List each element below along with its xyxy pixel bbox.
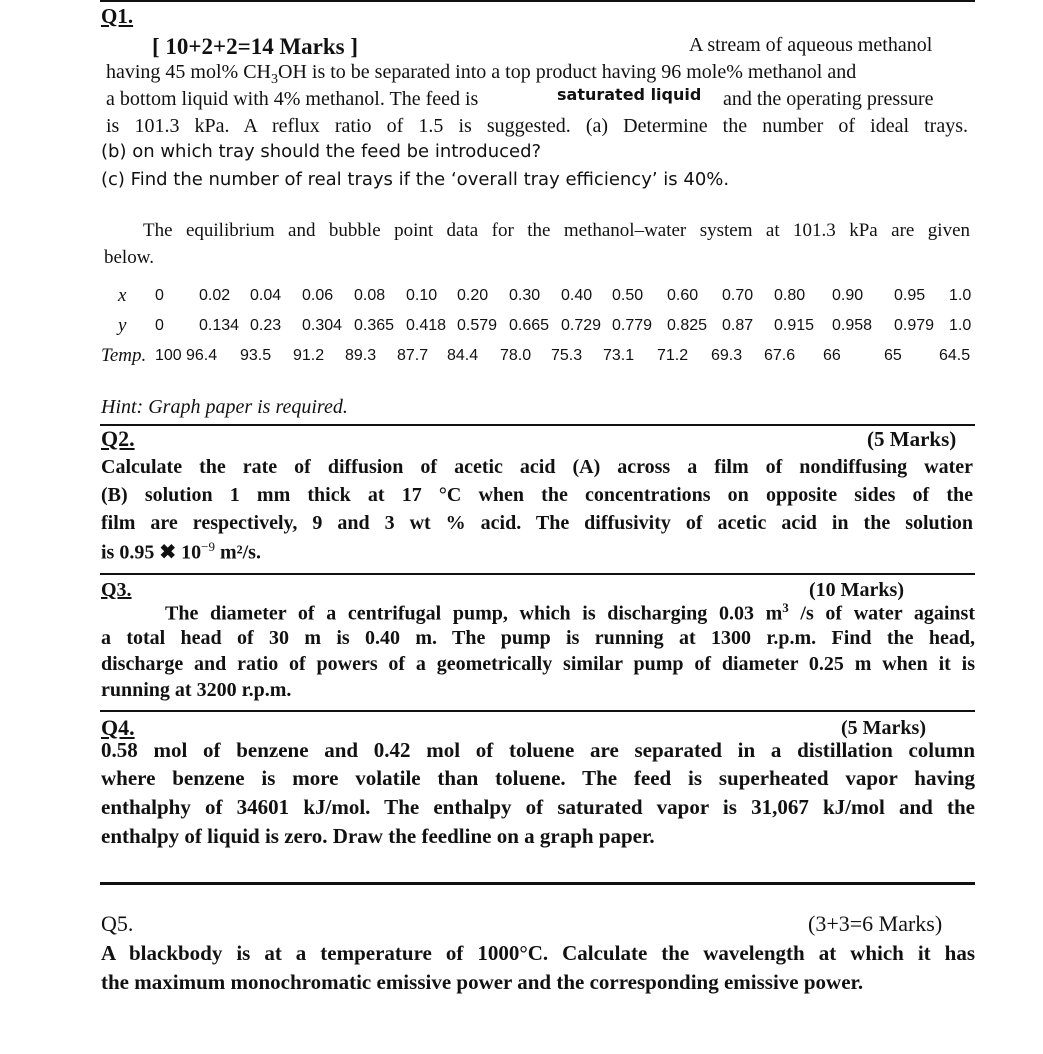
- table-cell: 0.02: [199, 287, 231, 304]
- divider-q5: [100, 882, 975, 885]
- table-label-y: y: [118, 315, 127, 336]
- table-cell: 0.04: [250, 287, 282, 304]
- q5-heading: Q5.: [101, 911, 134, 936]
- table-cell: 0.665: [509, 317, 550, 334]
- table-cell: 1.0: [949, 287, 972, 304]
- q5-line1: A blackbody is at a temperature of 1000°C. Calculate the wavelength at which it has: [101, 941, 975, 965]
- q2-line4-sup: −9: [201, 539, 215, 554]
- q2-line3: film are respectively, 9 and 3 wt % acid. The diffusivity of acetic acid in the solution: [101, 512, 973, 534]
- q1-line3-b: and the operating pressure: [723, 88, 934, 110]
- divider-q4: [100, 710, 975, 712]
- table-cell: 0.30: [509, 287, 541, 304]
- table-cell: 66: [823, 347, 841, 364]
- q2-heading: Q2.: [101, 426, 135, 451]
- table-cell: 93.5: [240, 347, 272, 364]
- q5-line2: the maximum monochromatic emissive power and the corresponding emissive power.: [101, 970, 864, 994]
- table-cell: 73.1: [603, 347, 635, 364]
- table-cell: 0.60: [667, 287, 699, 304]
- table-cell: 78.0: [500, 347, 532, 364]
- table-cell: 0.70: [722, 287, 754, 304]
- table-cell: 0: [155, 317, 164, 334]
- table-cell: 0.80: [774, 287, 806, 304]
- divider-q2: [100, 424, 975, 426]
- table-cell: 0.365: [354, 317, 395, 334]
- q3-line1-sup: 3: [782, 600, 789, 615]
- table-cell: 0.418: [406, 317, 447, 334]
- q2-line4-b: m²/s.: [214, 541, 261, 564]
- q3-line1-a: The diameter of a centrifugal pump, which is discharging 0.03 m: [165, 602, 783, 625]
- q3-line1: [165, 601, 975, 624]
- table-cell: 71.2: [657, 347, 689, 364]
- table-cell: 69.3: [711, 347, 743, 364]
- q3-marks: (10 Marks): [809, 579, 904, 601]
- table-cell: 0.10: [406, 287, 438, 304]
- table-cell: 75.3: [551, 347, 583, 364]
- q1-line6: (c) Find the number of real trays if the ‘overall tray efficiency’ is 40%.: [101, 169, 730, 190]
- table-cell: 0.915: [774, 317, 815, 334]
- q1-line5: (b) on which tray should the feed be introduced?: [101, 141, 542, 162]
- table-cell: 0.95: [894, 287, 926, 304]
- table-label-x: x: [118, 285, 127, 306]
- table-cell: 0.958: [832, 317, 873, 334]
- table-cell: 0.134: [199, 317, 240, 334]
- table-cell: 64.5: [939, 347, 971, 364]
- q4-line4: enthalpy of liquid is zero. Draw the feedline on a graph paper.: [101, 824, 655, 848]
- q3-line4: running at 3200 r.p.m.: [101, 679, 292, 701]
- q1-line4: is 101.3 kPa. A reflux ratio of 1.5 is suggested. (a) Determine the number of ideal trays.: [106, 115, 968, 137]
- q3-heading: Q3.: [101, 579, 132, 601]
- divider-top: [100, 0, 975, 2]
- q3-line1-b: /s of water against: [788, 602, 975, 625]
- q3-line2: a total head of 30 m is 0.40 m. The pump is running at 1300 r.p.m. Find the head,: [101, 627, 975, 649]
- q1-eq-line1: The equilibrium and bubble point data for the methanol–water system at 101.3 kPa are given: [143, 220, 970, 241]
- q4-line2: where benzene is more volatile than toluene. The feed is superheated vapor having: [101, 766, 975, 790]
- q2-line1: Calculate the rate of diffusion of acetic acid (A) across a film of nondiffusing water: [101, 456, 973, 478]
- table-cell: 0.779: [612, 317, 653, 334]
- table-cell: 0.729: [561, 317, 602, 334]
- table-cell: 100: [155, 347, 182, 364]
- table-cell: 0.579: [457, 317, 498, 334]
- table-row-temp: [0, 347, 1043, 367]
- q5-marks: (3+3=6 Marks): [808, 911, 943, 936]
- divider-q3: [100, 573, 975, 575]
- q1-hint: Hint: Graph paper is required.: [101, 396, 348, 418]
- table-cell: 91.2: [293, 347, 325, 364]
- table-cell: 0.06: [302, 287, 334, 304]
- table-cell: 1.0: [949, 317, 972, 334]
- table-cell: 89.3: [345, 347, 377, 364]
- table-cell: 96.4: [186, 347, 218, 364]
- q4-line1: 0.58 mol of benzene and 0.42 mol of toluene are separated in a distillation column: [101, 738, 975, 762]
- q2-marks: (5 Marks): [867, 427, 957, 451]
- table-cell: 0.40: [561, 287, 593, 304]
- q4-line3: enthalphy of 34601 kJ/mol. The enthalpy of saturated vapor is 31,067 kJ/mol and the: [101, 795, 975, 819]
- table-cell: 0.50: [612, 287, 644, 304]
- table-cell: 67.6: [764, 347, 796, 364]
- q4-marks: (5 Marks): [841, 717, 926, 739]
- q1-line2-b: OH is to be separated into a top product having 96 mole% methanol and: [278, 61, 857, 83]
- q1-heading: Q1.: [101, 4, 134, 28]
- q4-heading: Q4.: [101, 715, 135, 740]
- q3-line3: discharge and ratio of powers of a geometrically similar pump of diameter 0.25 m when it is: [101, 653, 975, 675]
- table-row-x: [0, 287, 1043, 307]
- q1-marks: [ 10+2+2=14 Marks ]: [152, 34, 359, 59]
- table-cell: 0.08: [354, 287, 386, 304]
- q2-line4: [101, 540, 261, 563]
- q1-line2: [106, 62, 968, 87]
- table-cell: 87.7: [397, 347, 429, 364]
- table-cell: 65: [884, 347, 902, 364]
- table-cell: 0.90: [832, 287, 864, 304]
- q1-feed-condition: saturated liquid: [557, 85, 702, 104]
- q1-eq-line2: below.: [104, 247, 154, 268]
- table-cell: 0: [155, 287, 164, 304]
- table-cell: 0.20: [457, 287, 489, 304]
- q1-line2-sub: 3: [271, 72, 278, 87]
- q2-line2: (B) solution 1 mm thick at 17 °C when the concentrations on opposite sides of the: [101, 484, 973, 506]
- q2-line4-a: is 0.95 ✖ 10: [101, 541, 202, 564]
- table-cell: 0.979: [894, 317, 935, 334]
- q1-line2-a: having 45 mol% CH: [106, 61, 271, 83]
- table-cell: 0.825: [667, 317, 708, 334]
- table-cell: 0.23: [250, 317, 282, 334]
- table-cell: 0.304: [302, 317, 343, 334]
- table-cell: 0.87: [722, 317, 754, 334]
- table-label-temp: Temp.: [101, 345, 147, 366]
- table-row-y: [0, 317, 1043, 337]
- q1-line3-a: a bottom liquid with 4% methanol. The feed is: [106, 88, 479, 110]
- table-cell: 84.4: [447, 347, 479, 364]
- q1-line1-end: A stream of aqueous methanol: [689, 34, 933, 56]
